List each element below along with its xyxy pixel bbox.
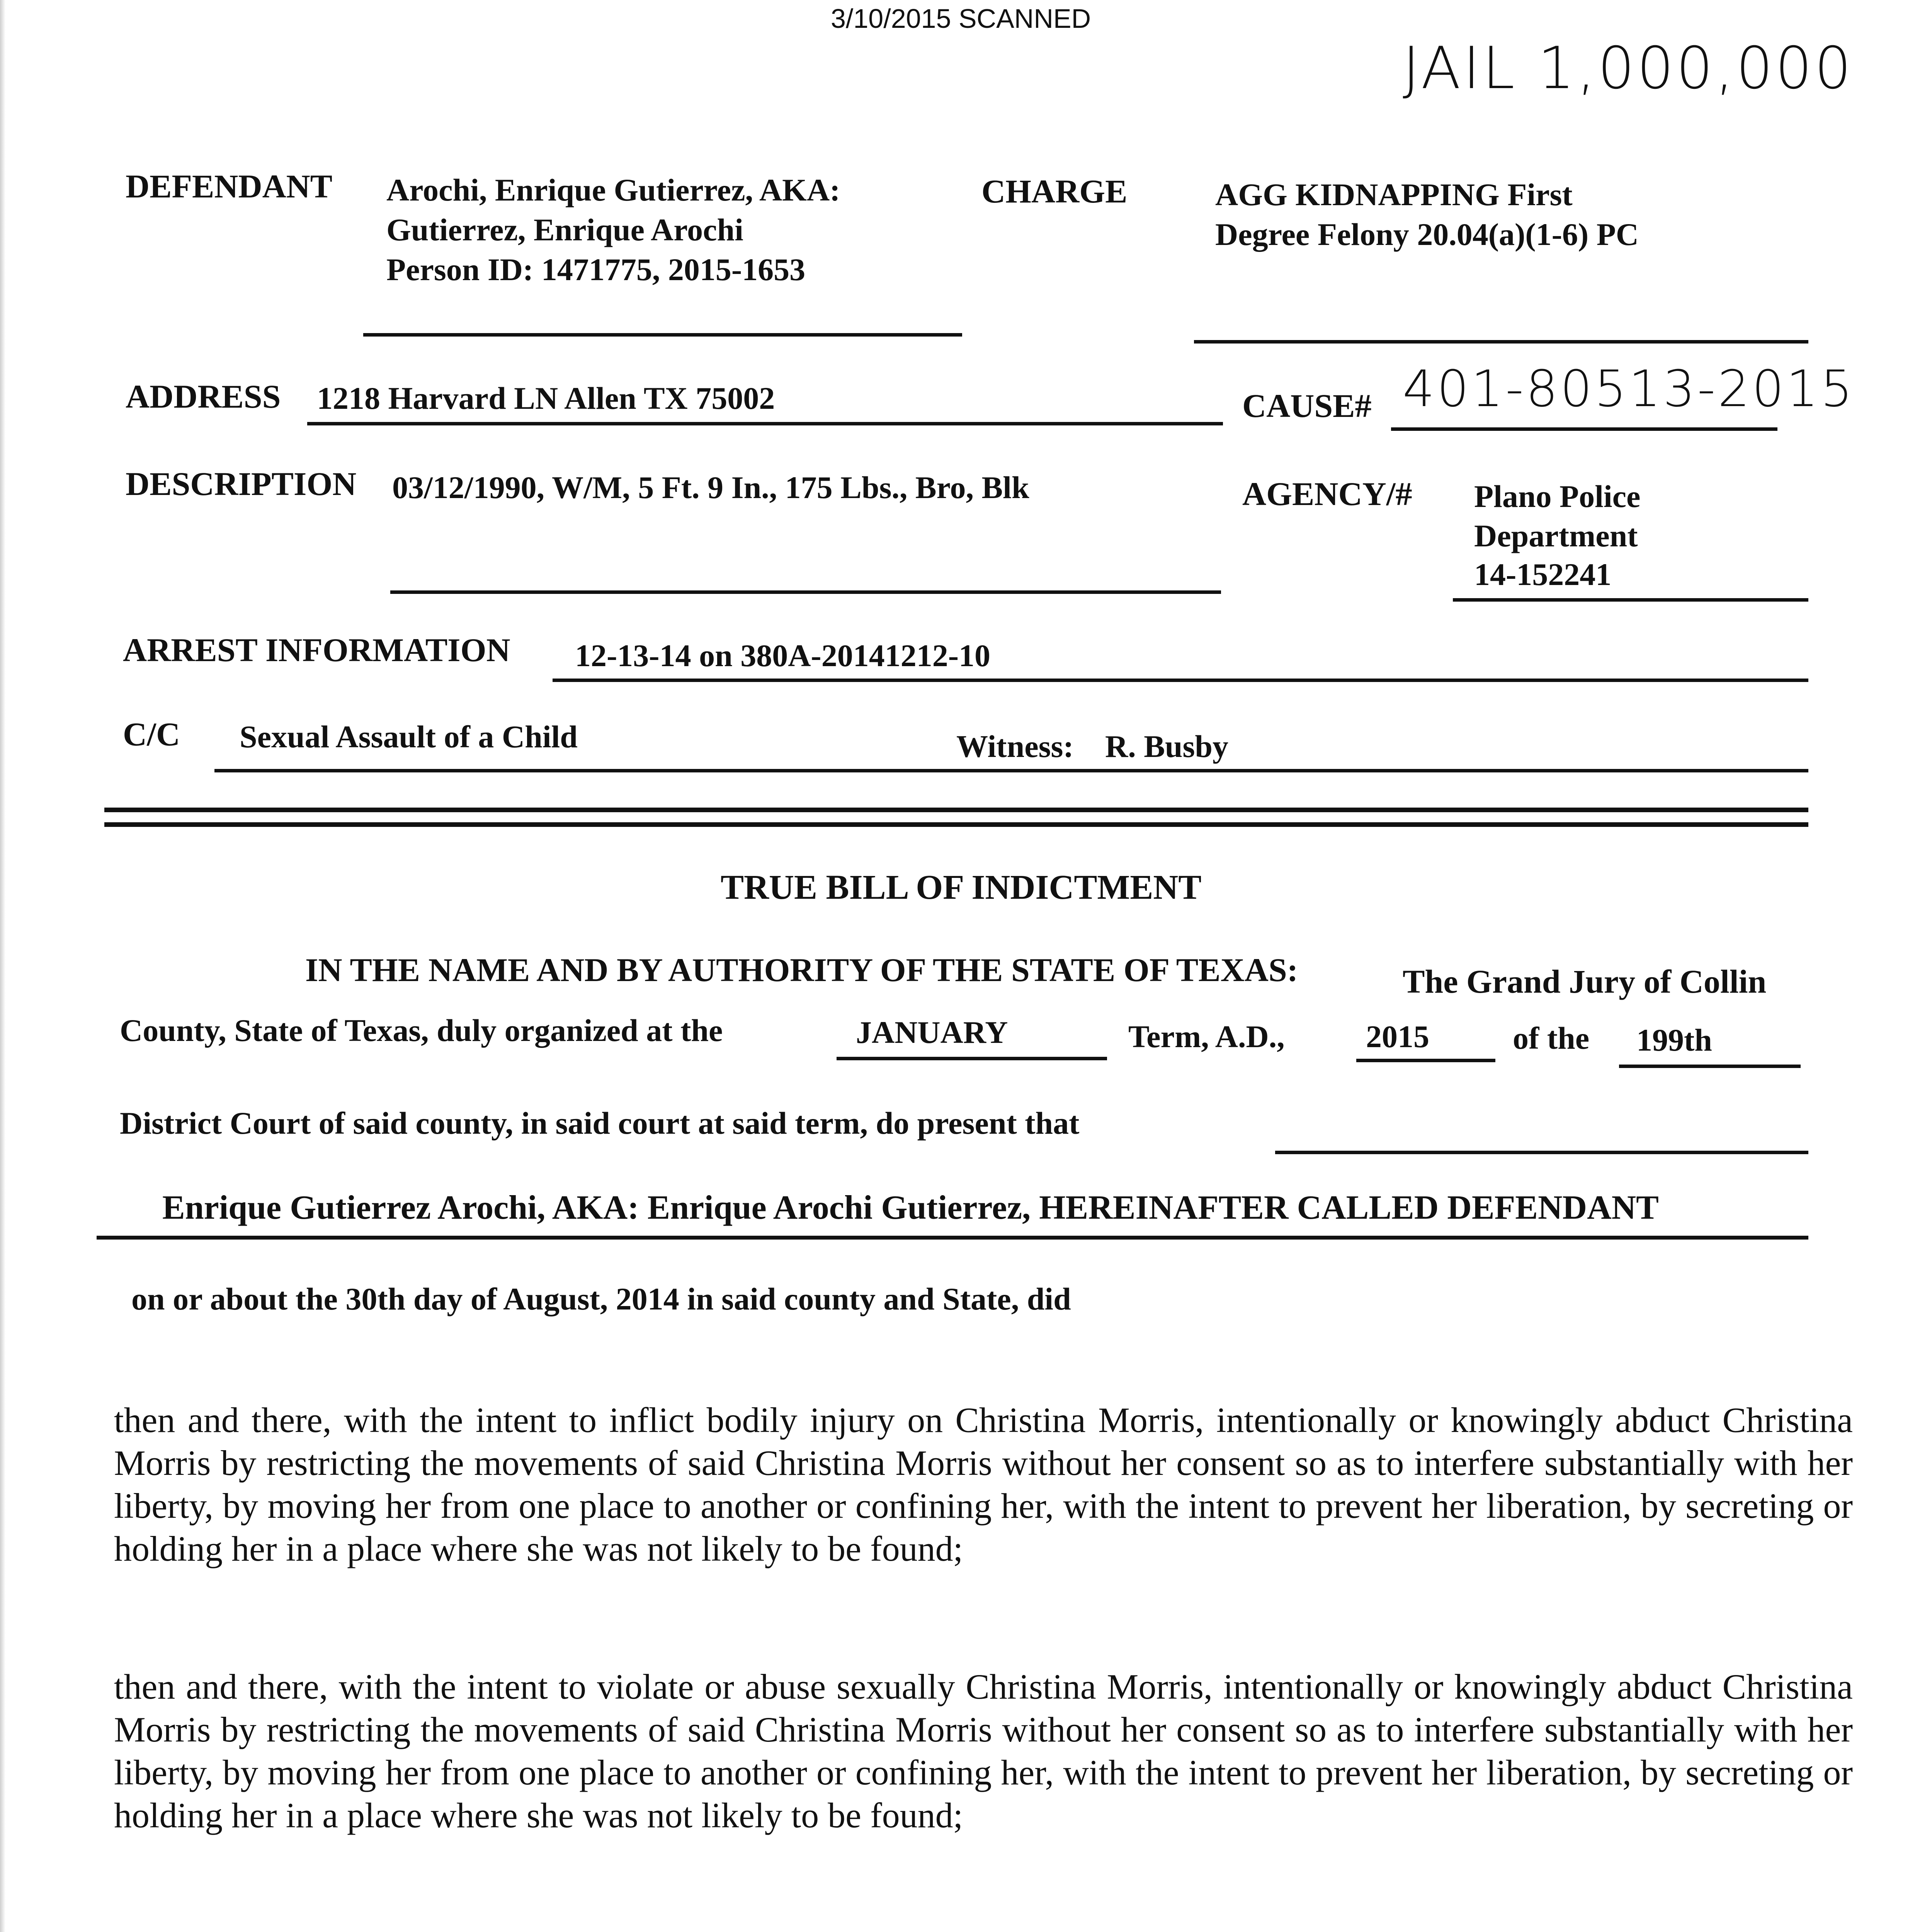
of-the-text: of the: [1513, 1020, 1590, 1056]
district-text: District Court of said county, in said court at said term, do present that: [120, 1105, 1080, 1141]
scan-edge-left: [0, 0, 5, 1932]
term-month: JANUARY: [856, 1015, 1008, 1050]
arrest-label: ARREST INFORMATION: [123, 631, 510, 668]
agency-underline: [1453, 598, 1808, 602]
separator-rule-top: [104, 808, 1808, 812]
defendant-full-underline: [97, 1236, 1808, 1240]
defendant-full-name: Enrique Gutierrez Arochi, AKA: Enrique Arochi Gutierrez, HEREINAFTER CALLED DEFENDANT: [162, 1189, 1659, 1226]
term-text: Term, A.D.,: [1128, 1019, 1285, 1054]
witness-label: Witness:: [956, 729, 1074, 764]
agency-line2: Department: [1474, 518, 1638, 553]
agency-label: AGENCY/#: [1242, 475, 1412, 512]
address-label: ADDRESS: [126, 378, 281, 415]
description-value: 03/12/1990, W/M, 5 Ft. 9 In., 175 Lbs., Bro, Blk: [392, 470, 1029, 505]
charge-underline: [1194, 340, 1808, 344]
term-month-underline: [837, 1057, 1107, 1060]
cc-underline: [214, 769, 1808, 772]
defendant-underline: [363, 333, 962, 337]
indictment-title: TRUE BILL OF INDICTMENT: [721, 868, 1202, 906]
offense-date-line: on or about the 30th day of August, 2014 in said county and State, did: [131, 1281, 1071, 1316]
agency-line3: 14-152241: [1474, 557, 1612, 592]
authority-line: IN THE NAME AND BY AUTHORITY OF THE STATE OF TEXAS:: [305, 951, 1298, 988]
county-text: County, State of Texas, duly organized at the: [120, 1013, 723, 1048]
paragraph-2: then and there, with the intent to violate or abuse sexually Christina Morris, intentionally or knowingly abduct Christina Morris by restricting the movements of said Christina Morris without her consent so as to interfere substantially with her liberty, by moving her from one place to another or confining her, with the intent to prevent her liberation, by secreting or holding her in a place where she was not likely to be found;: [114, 1667, 1853, 1835]
address-value: 1218 Harvard LN Allen TX 75002: [317, 381, 775, 416]
defendant-name-line2: Gutierrez, Enrique Arochi: [386, 212, 743, 247]
term-year-underline: [1356, 1059, 1495, 1062]
cc-value: Sexual Assault of a Child: [240, 719, 578, 754]
charge-label: CHARGE: [981, 173, 1128, 210]
description-underline: [390, 590, 1221, 594]
cc-label: C/C: [123, 716, 180, 753]
district-underline: [1275, 1151, 1808, 1154]
cause-label: CAUSE#: [1242, 387, 1372, 424]
charge-line2: Degree Felony 20.04(a)(1-6) PC: [1215, 217, 1639, 252]
description-label: DESCRIPTION: [126, 465, 357, 502]
court-underline: [1619, 1065, 1801, 1068]
arrest-value: 12-13-14 on 380A-20141212-10: [575, 638, 991, 673]
defendant-person-id: Person ID: 1471775, 2015-1653: [386, 252, 806, 287]
charge-line1: AGG KIDNAPPING First: [1215, 177, 1573, 212]
agency-line1: Plano Police: [1474, 479, 1641, 514]
defendant-name-line1: Arochi, Enrique Gutierrez, AKA:: [386, 172, 840, 207]
paragraph-1: then and there, with the intent to inflict bodily injury on Christina Morris, intentionally or knowingly abduct Christina Morris by restricting the movements of said Christina Morris without her consent so as to interfere substantially with her liberty, by moving her from one place to another or confining her, with the intent to prevent her liberation, by secreting or holding her in a place where she was not likely to be found;: [114, 1400, 1853, 1568]
defendant-label: DEFENDANT: [126, 168, 333, 205]
separator-rule-bottom: [104, 822, 1808, 827]
court-number: 199th: [1636, 1022, 1712, 1058]
address-underline: [307, 422, 1223, 425]
witness-value: R. Busby: [1105, 729, 1229, 764]
arrest-underline: [553, 679, 1808, 682]
cause-number: 401-80513-2015: [1403, 359, 1855, 418]
term-year: 2015: [1366, 1019, 1429, 1054]
handwritten-bond-amount: JAIL 1,000,000: [1403, 35, 1854, 102]
cause-underline: [1391, 427, 1777, 431]
grand-jury-text: The Grand Jury of Collin: [1403, 963, 1767, 1000]
scan-date-stamp: 3/10/2015 SCANNED: [831, 3, 1091, 34]
